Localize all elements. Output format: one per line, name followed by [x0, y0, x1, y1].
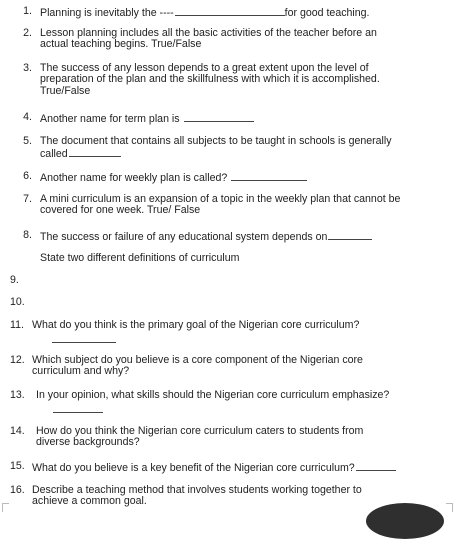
question-number: 6. [23, 170, 32, 182]
corner-mark [2, 503, 9, 512]
question-number: 16. [10, 484, 25, 496]
question-text: Another name for weekly plan is called? [40, 172, 228, 184]
question-number: 3. [23, 62, 32, 74]
question-text: preparation of the plan and the skillfulness with which it is accomplished. [40, 73, 380, 86]
answer-blank[interactable] [356, 461, 396, 471]
question-text: Lesson planning includes all the basic activities of the teacher before an [40, 27, 377, 39]
answer-blank[interactable] [175, 6, 285, 16]
question-number: 15. [10, 460, 25, 472]
answer-blank[interactable] [53, 412, 103, 413]
question-number: 7. [23, 193, 32, 205]
question-text: What do you think is the primary goal of the Nigerian core curriculum? [32, 319, 360, 331]
question-text: In your opinion, what skills should the Nigerian core curriculum emphasize? [36, 389, 390, 401]
question-text: called [40, 148, 68, 161]
question-text: Another name for term plan is [40, 113, 180, 125]
question-text: What do you believe is a key benefit of the Nigerian core curriculum? [32, 462, 355, 474]
question-number: 8. [23, 229, 32, 241]
answer-blank[interactable] [231, 171, 307, 181]
question-text: curriculum and why? [32, 365, 130, 378]
question-number: 12. [10, 354, 25, 366]
answer-blank[interactable] [69, 147, 121, 157]
question-text: Planning is inevitably the ---- [40, 7, 174, 19]
question-text: True/False [40, 84, 91, 97]
question-text: How do you think the Nigerian core curriculum caters to students from [36, 425, 364, 437]
answer-blank[interactable] [52, 342, 116, 343]
question-number: 9. [10, 274, 19, 286]
instruction-text: State two different definitions of curriculum [40, 252, 240, 264]
question-number: 5. [23, 135, 32, 147]
question-text: for good teaching. [284, 7, 370, 19]
question-number: 13. [10, 389, 25, 401]
corner-mark [446, 503, 453, 512]
question-number: 10. [10, 296, 25, 308]
question-number: 4. [23, 111, 32, 123]
question-text: The document that contains all subjects to be taught in schools is generally [40, 135, 392, 147]
question-number: 11. [10, 319, 24, 331]
question-number: 14. [10, 425, 25, 437]
question-text: diverse backgrounds? [36, 436, 140, 449]
answer-blank[interactable] [184, 112, 254, 122]
question-text: Describe a teaching method that involves students working together to [32, 484, 362, 496]
question-text: covered for one week. True/ False [40, 204, 201, 217]
question-number: 2. [23, 27, 32, 39]
floating-action-button[interactable] [366, 503, 444, 539]
question-text: The success of any lesson depends to a great extent upon the level of [40, 62, 369, 74]
question-number: 1. [23, 5, 32, 17]
question-text: The success or failure of any educational system depends on [40, 231, 328, 243]
question-text: actual teaching begins. True/False [40, 38, 202, 51]
question-text: A mini curriculum is an expansion of a topic in the weekly plan that cannot be [40, 193, 401, 205]
question-text: achieve a common goal. [32, 495, 147, 508]
question-text: Which subject do you believe is a core component of the Nigerian core [32, 354, 363, 366]
answer-blank[interactable] [328, 230, 372, 240]
